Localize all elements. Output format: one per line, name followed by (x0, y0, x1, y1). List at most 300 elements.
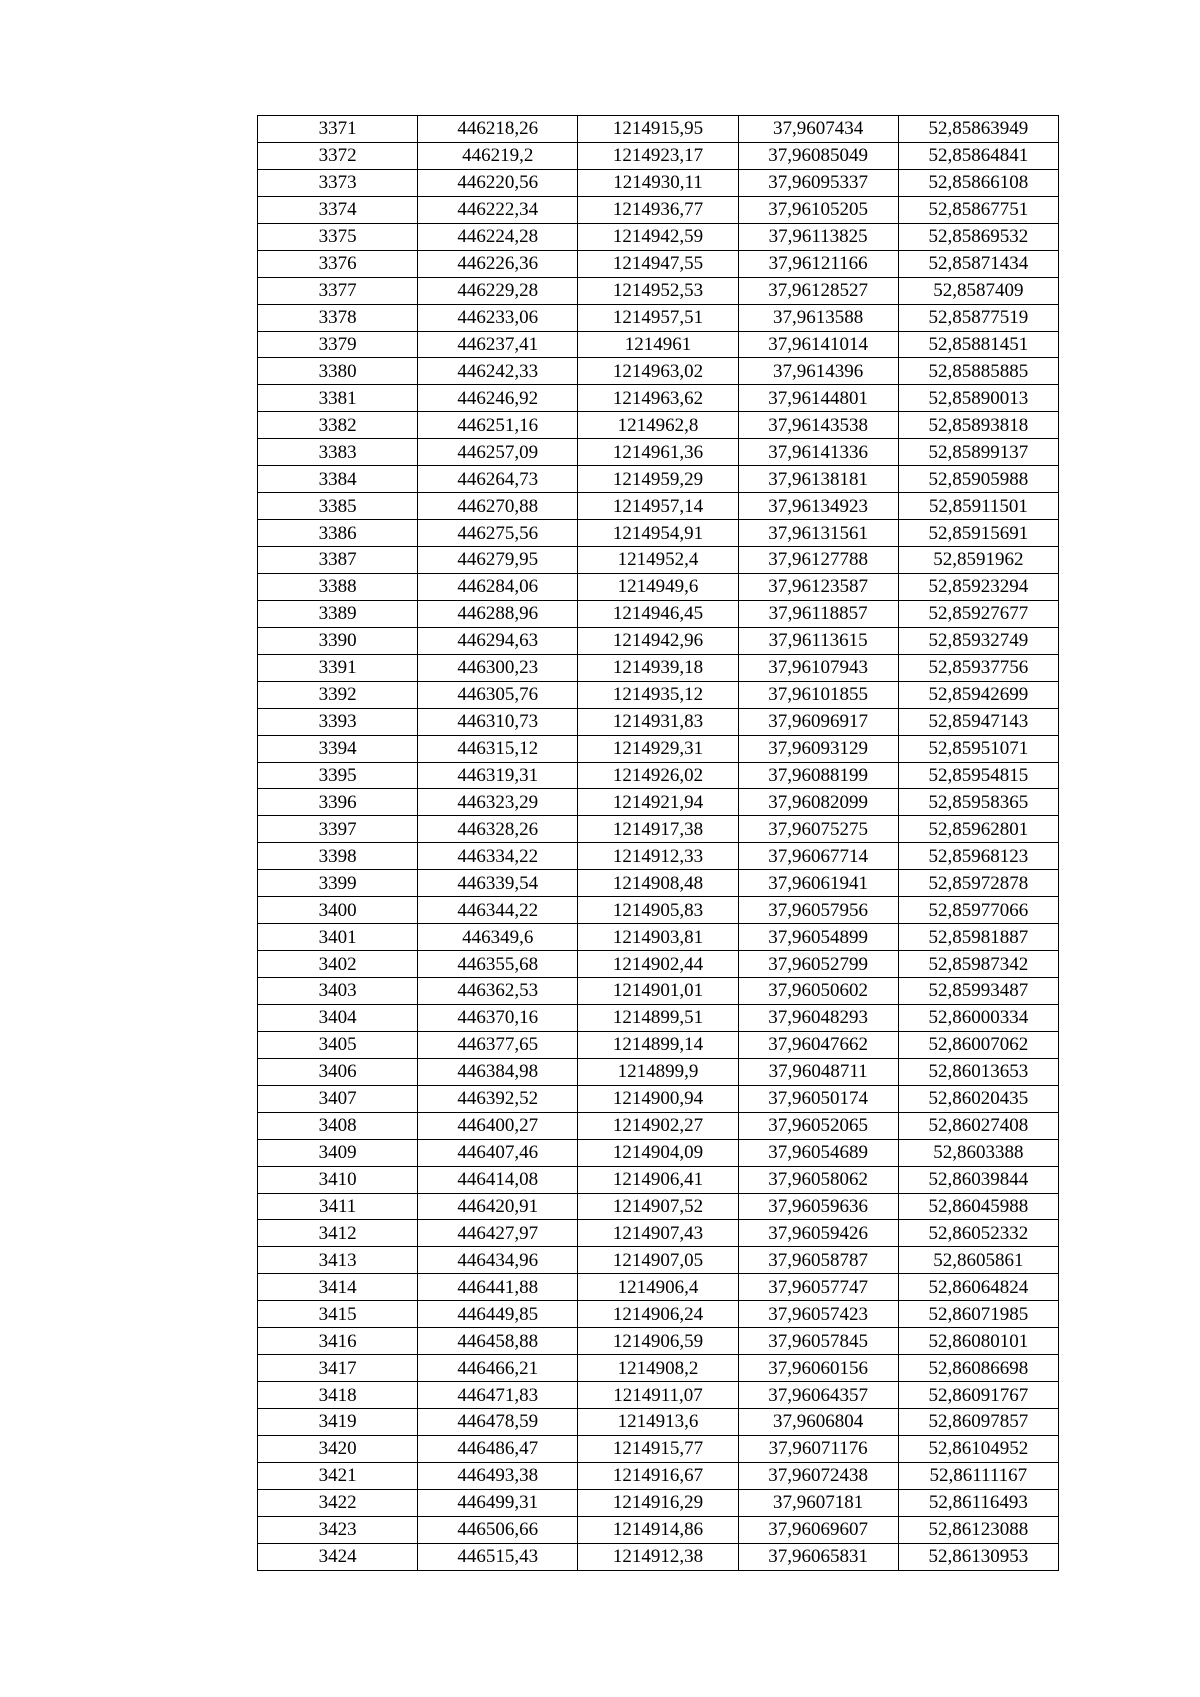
latitude-cell: 52,85911501 (898, 493, 1058, 520)
table-row (258, 331, 1059, 358)
coordinates-table-body (258, 116, 1059, 1571)
latitude-cell: 52,8605861 (898, 1247, 1058, 1274)
table-row (258, 600, 1059, 627)
table-row (258, 1058, 1059, 1085)
longitude-cell: 37,96069607 (738, 1516, 898, 1543)
x-coordinate-cell: 446226,36 (418, 250, 578, 277)
y-coordinate-cell: 1214912,38 (578, 1543, 738, 1570)
table-row (258, 169, 1059, 196)
table-row (258, 735, 1059, 762)
longitude-cell: 37,96057845 (738, 1328, 898, 1355)
y-coordinate-cell: 1214915,77 (578, 1435, 738, 1462)
x-coordinate-cell: 446407,46 (418, 1139, 578, 1166)
x-coordinate-cell: 446270,88 (418, 493, 578, 520)
x-coordinate-cell: 446323,29 (418, 789, 578, 816)
x-coordinate-cell: 446420,91 (418, 1193, 578, 1220)
latitude-cell: 52,85915691 (898, 520, 1058, 547)
y-coordinate-cell: 1214914,86 (578, 1516, 738, 1543)
x-coordinate-cell: 446222,34 (418, 196, 578, 223)
y-coordinate-cell: 1214939,18 (578, 654, 738, 681)
latitude-cell: 52,85905988 (898, 466, 1058, 493)
x-coordinate-cell: 446294,63 (418, 627, 578, 654)
table-row (258, 1435, 1059, 1462)
y-coordinate-cell: 1214957,14 (578, 493, 738, 520)
x-coordinate-cell: 446449,85 (418, 1301, 578, 1328)
longitude-cell: 37,96134923 (738, 493, 898, 520)
table-row (258, 1193, 1059, 1220)
longitude-cell: 37,9614396 (738, 358, 898, 385)
x-coordinate-cell: 446251,16 (418, 412, 578, 439)
point-number-cell: 3390 (258, 627, 418, 654)
point-number-cell: 3382 (258, 412, 418, 439)
x-coordinate-cell: 446392,52 (418, 1085, 578, 1112)
table-row (258, 466, 1059, 493)
table-row (258, 223, 1059, 250)
latitude-cell: 52,86013653 (898, 1058, 1058, 1085)
latitude-cell: 52,8603388 (898, 1139, 1058, 1166)
y-coordinate-cell: 1214908,48 (578, 870, 738, 897)
latitude-cell: 52,85932749 (898, 627, 1058, 654)
x-coordinate-cell: 446344,22 (418, 897, 578, 924)
table-row (258, 1274, 1059, 1301)
x-coordinate-cell: 446427,97 (418, 1220, 578, 1247)
table-row (258, 1220, 1059, 1247)
table-row (258, 1031, 1059, 1058)
longitude-cell: 37,96071176 (738, 1435, 898, 1462)
longitude-cell: 37,96058787 (738, 1247, 898, 1274)
longitude-cell: 37,96085049 (738, 142, 898, 169)
table-row (258, 1409, 1059, 1436)
latitude-cell: 52,85951071 (898, 735, 1058, 762)
longitude-cell: 37,96113825 (738, 223, 898, 250)
x-coordinate-cell: 446275,56 (418, 520, 578, 547)
x-coordinate-cell: 446237,41 (418, 331, 578, 358)
table-row (258, 870, 1059, 897)
y-coordinate-cell: 1214952,53 (578, 277, 738, 304)
latitude-cell: 52,86045988 (898, 1193, 1058, 1220)
x-coordinate-cell: 446218,26 (418, 116, 578, 143)
point-number-cell: 3423 (258, 1516, 418, 1543)
x-coordinate-cell: 446220,56 (418, 169, 578, 196)
point-number-cell: 3397 (258, 816, 418, 843)
y-coordinate-cell: 1214899,9 (578, 1058, 738, 1085)
longitude-cell: 37,96127788 (738, 547, 898, 574)
point-number-cell: 3419 (258, 1409, 418, 1436)
latitude-cell: 52,86007062 (898, 1031, 1058, 1058)
x-coordinate-cell: 446284,06 (418, 573, 578, 600)
table-row (258, 142, 1059, 169)
y-coordinate-cell: 1214931,83 (578, 708, 738, 735)
x-coordinate-cell: 446478,59 (418, 1409, 578, 1436)
y-coordinate-cell: 1214906,4 (578, 1274, 738, 1301)
y-coordinate-cell: 1214902,27 (578, 1112, 738, 1139)
latitude-cell: 52,85893818 (898, 412, 1058, 439)
longitude-cell: 37,96107943 (738, 654, 898, 681)
point-number-cell: 3395 (258, 762, 418, 789)
table-row (258, 1355, 1059, 1382)
table-row (258, 1301, 1059, 1328)
point-number-cell: 3418 (258, 1382, 418, 1409)
longitude-cell: 37,96118857 (738, 600, 898, 627)
table-row (258, 1516, 1059, 1543)
y-coordinate-cell: 1214903,81 (578, 924, 738, 951)
table-row (258, 1112, 1059, 1139)
table-row (258, 1139, 1059, 1166)
longitude-cell: 37,9607434 (738, 116, 898, 143)
point-number-cell: 3415 (258, 1301, 418, 1328)
table-row (258, 304, 1059, 331)
point-number-cell: 3371 (258, 116, 418, 143)
point-number-cell: 3398 (258, 843, 418, 870)
y-coordinate-cell: 1214961,36 (578, 439, 738, 466)
x-coordinate-cell: 446471,83 (418, 1382, 578, 1409)
point-number-cell: 3406 (258, 1058, 418, 1085)
latitude-cell: 52,86000334 (898, 1004, 1058, 1031)
longitude-cell: 37,96072438 (738, 1462, 898, 1489)
point-number-cell: 3387 (258, 547, 418, 574)
longitude-cell: 37,96131561 (738, 520, 898, 547)
longitude-cell: 37,96052065 (738, 1112, 898, 1139)
y-coordinate-cell: 1214907,43 (578, 1220, 738, 1247)
x-coordinate-cell: 446400,27 (418, 1112, 578, 1139)
y-coordinate-cell: 1214952,4 (578, 547, 738, 574)
latitude-cell: 52,85869532 (898, 223, 1058, 250)
table-row (258, 789, 1059, 816)
longitude-cell: 37,9606804 (738, 1409, 898, 1436)
point-number-cell: 3402 (258, 951, 418, 978)
point-number-cell: 3381 (258, 385, 418, 412)
table-row (258, 1004, 1059, 1031)
latitude-cell: 52,85977066 (898, 897, 1058, 924)
x-coordinate-cell: 446370,16 (418, 1004, 578, 1031)
longitude-cell: 37,96054689 (738, 1139, 898, 1166)
latitude-cell: 52,85937756 (898, 654, 1058, 681)
table-row (258, 816, 1059, 843)
table-row (258, 924, 1059, 951)
longitude-cell: 37,96048711 (738, 1058, 898, 1085)
table-row (258, 196, 1059, 223)
x-coordinate-cell: 446246,92 (418, 385, 578, 412)
x-coordinate-cell: 446434,96 (418, 1247, 578, 1274)
table-row (258, 1462, 1059, 1489)
y-coordinate-cell: 1214935,12 (578, 681, 738, 708)
x-coordinate-cell: 446288,96 (418, 600, 578, 627)
point-number-cell: 3422 (258, 1489, 418, 1516)
table-row (258, 1382, 1059, 1409)
longitude-cell: 37,96088199 (738, 762, 898, 789)
x-coordinate-cell: 446328,26 (418, 816, 578, 843)
y-coordinate-cell: 1214954,91 (578, 520, 738, 547)
table-row (258, 385, 1059, 412)
y-coordinate-cell: 1214936,77 (578, 196, 738, 223)
longitude-cell: 37,9607181 (738, 1489, 898, 1516)
latitude-cell: 52,85993487 (898, 978, 1058, 1005)
x-coordinate-cell: 446377,65 (418, 1031, 578, 1058)
latitude-cell: 52,85866108 (898, 169, 1058, 196)
y-coordinate-cell: 1214911,07 (578, 1382, 738, 1409)
table-row (258, 708, 1059, 735)
latitude-cell: 52,86052332 (898, 1220, 1058, 1247)
longitude-cell: 37,96067714 (738, 843, 898, 870)
latitude-cell: 52,86091767 (898, 1382, 1058, 1409)
point-number-cell: 3372 (258, 142, 418, 169)
y-coordinate-cell: 1214962,8 (578, 412, 738, 439)
latitude-cell: 52,85899137 (898, 439, 1058, 466)
x-coordinate-cell: 446334,22 (418, 843, 578, 870)
x-coordinate-cell: 446458,88 (418, 1328, 578, 1355)
table-row (258, 520, 1059, 547)
table-row (258, 412, 1059, 439)
x-coordinate-cell: 446515,43 (418, 1543, 578, 1570)
latitude-cell: 52,85962801 (898, 816, 1058, 843)
longitude-cell: 37,96057747 (738, 1274, 898, 1301)
point-number-cell: 3386 (258, 520, 418, 547)
y-coordinate-cell: 1214912,33 (578, 843, 738, 870)
point-number-cell: 3376 (258, 250, 418, 277)
point-number-cell: 3409 (258, 1139, 418, 1166)
x-coordinate-cell: 446384,98 (418, 1058, 578, 1085)
y-coordinate-cell: 1214942,96 (578, 627, 738, 654)
table-row (258, 1166, 1059, 1193)
table-row (258, 951, 1059, 978)
x-coordinate-cell: 446466,21 (418, 1355, 578, 1382)
x-coordinate-cell: 446310,73 (418, 708, 578, 735)
latitude-cell: 52,86111167 (898, 1462, 1058, 1489)
x-coordinate-cell: 446319,31 (418, 762, 578, 789)
table-row (258, 762, 1059, 789)
longitude-cell: 37,96082099 (738, 789, 898, 816)
point-number-cell: 3421 (258, 1462, 418, 1489)
latitude-cell: 52,86071985 (898, 1301, 1058, 1328)
latitude-cell: 52,85864841 (898, 142, 1058, 169)
y-coordinate-cell: 1214961 (578, 331, 738, 358)
point-number-cell: 3416 (258, 1328, 418, 1355)
longitude-cell: 37,96075275 (738, 816, 898, 843)
point-number-cell: 3393 (258, 708, 418, 735)
table-row (258, 547, 1059, 574)
longitude-cell: 37,96050602 (738, 978, 898, 1005)
latitude-cell: 52,86080101 (898, 1328, 1058, 1355)
x-coordinate-cell: 446499,31 (418, 1489, 578, 1516)
y-coordinate-cell: 1214917,38 (578, 816, 738, 843)
latitude-cell: 52,85890013 (898, 385, 1058, 412)
longitude-cell: 37,96096917 (738, 708, 898, 735)
point-number-cell: 3408 (258, 1112, 418, 1139)
point-number-cell: 3410 (258, 1166, 418, 1193)
table-row (258, 250, 1059, 277)
table-row (258, 358, 1059, 385)
latitude-cell: 52,85867751 (898, 196, 1058, 223)
longitude-cell: 37,96144801 (738, 385, 898, 412)
point-number-cell: 3379 (258, 331, 418, 358)
longitude-cell: 37,9613588 (738, 304, 898, 331)
longitude-cell: 37,96141014 (738, 331, 898, 358)
point-number-cell: 3377 (258, 277, 418, 304)
latitude-cell: 52,85927677 (898, 600, 1058, 627)
x-coordinate-cell: 446506,66 (418, 1516, 578, 1543)
longitude-cell: 37,96138181 (738, 466, 898, 493)
longitude-cell: 37,96047662 (738, 1031, 898, 1058)
longitude-cell: 37,96059426 (738, 1220, 898, 1247)
latitude-cell: 52,86027408 (898, 1112, 1058, 1139)
latitude-cell: 52,86130953 (898, 1543, 1058, 1570)
y-coordinate-cell: 1214949,6 (578, 573, 738, 600)
point-number-cell: 3375 (258, 223, 418, 250)
longitude-cell: 37,96058062 (738, 1166, 898, 1193)
longitude-cell: 37,96061941 (738, 870, 898, 897)
longitude-cell: 37,96065831 (738, 1543, 898, 1570)
y-coordinate-cell: 1214916,29 (578, 1489, 738, 1516)
longitude-cell: 37,96095337 (738, 169, 898, 196)
point-number-cell: 3392 (258, 681, 418, 708)
point-number-cell: 3378 (258, 304, 418, 331)
x-coordinate-cell: 446441,88 (418, 1274, 578, 1301)
table-row (258, 1543, 1059, 1570)
point-number-cell: 3394 (258, 735, 418, 762)
point-number-cell: 3399 (258, 870, 418, 897)
x-coordinate-cell: 446486,47 (418, 1435, 578, 1462)
y-coordinate-cell: 1214906,59 (578, 1328, 738, 1355)
y-coordinate-cell: 1214906,24 (578, 1301, 738, 1328)
longitude-cell: 37,96057423 (738, 1301, 898, 1328)
x-coordinate-cell: 446315,12 (418, 735, 578, 762)
y-coordinate-cell: 1214959,29 (578, 466, 738, 493)
x-coordinate-cell: 446362,53 (418, 978, 578, 1005)
coordinates-table (257, 115, 1059, 1571)
point-number-cell: 3374 (258, 196, 418, 223)
latitude-cell: 52,8587409 (898, 277, 1058, 304)
point-number-cell: 3407 (258, 1085, 418, 1112)
latitude-cell: 52,85972878 (898, 870, 1058, 897)
y-coordinate-cell: 1214901,01 (578, 978, 738, 1005)
x-coordinate-cell: 446257,09 (418, 439, 578, 466)
latitude-cell: 52,86064824 (898, 1274, 1058, 1301)
y-coordinate-cell: 1214929,31 (578, 735, 738, 762)
latitude-cell: 52,8591962 (898, 547, 1058, 574)
y-coordinate-cell: 1214957,51 (578, 304, 738, 331)
y-coordinate-cell: 1214963,02 (578, 358, 738, 385)
latitude-cell: 52,85881451 (898, 331, 1058, 358)
table-row (258, 116, 1059, 143)
latitude-cell: 52,85885885 (898, 358, 1058, 385)
y-coordinate-cell: 1214963,62 (578, 385, 738, 412)
point-number-cell: 3384 (258, 466, 418, 493)
longitude-cell: 37,96143538 (738, 412, 898, 439)
point-number-cell: 3391 (258, 654, 418, 681)
y-coordinate-cell: 1214946,45 (578, 600, 738, 627)
x-coordinate-cell: 446219,2 (418, 142, 578, 169)
latitude-cell: 52,85863949 (898, 116, 1058, 143)
table-row (258, 277, 1059, 304)
point-number-cell: 3404 (258, 1004, 418, 1031)
point-number-cell: 3412 (258, 1220, 418, 1247)
x-coordinate-cell: 446305,76 (418, 681, 578, 708)
y-coordinate-cell: 1214942,59 (578, 223, 738, 250)
y-coordinate-cell: 1214906,41 (578, 1166, 738, 1193)
latitude-cell: 52,85958365 (898, 789, 1058, 816)
table-row (258, 843, 1059, 870)
y-coordinate-cell: 1214926,02 (578, 762, 738, 789)
latitude-cell: 52,85987342 (898, 951, 1058, 978)
latitude-cell: 52,85947143 (898, 708, 1058, 735)
longitude-cell: 37,96060156 (738, 1355, 898, 1382)
x-coordinate-cell: 446349,6 (418, 924, 578, 951)
latitude-cell: 52,85981887 (898, 924, 1058, 951)
x-coordinate-cell: 446493,38 (418, 1462, 578, 1489)
latitude-cell: 52,86020435 (898, 1085, 1058, 1112)
latitude-cell: 52,86104952 (898, 1435, 1058, 1462)
longitude-cell: 37,96123587 (738, 573, 898, 600)
longitude-cell: 37,96050174 (738, 1085, 898, 1112)
longitude-cell: 37,96121166 (738, 250, 898, 277)
table-row (258, 573, 1059, 600)
point-number-cell: 3401 (258, 924, 418, 951)
table-row (258, 1328, 1059, 1355)
longitude-cell: 37,96093129 (738, 735, 898, 762)
point-number-cell: 3380 (258, 358, 418, 385)
y-coordinate-cell: 1214923,17 (578, 142, 738, 169)
x-coordinate-cell: 446233,06 (418, 304, 578, 331)
point-number-cell: 3414 (258, 1274, 418, 1301)
table-row (258, 493, 1059, 520)
table-row (258, 681, 1059, 708)
longitude-cell: 37,96048293 (738, 1004, 898, 1031)
y-coordinate-cell: 1214930,11 (578, 169, 738, 196)
latitude-cell: 52,85877519 (898, 304, 1058, 331)
point-number-cell: 3417 (258, 1355, 418, 1382)
table-row (258, 627, 1059, 654)
point-number-cell: 3373 (258, 169, 418, 196)
x-coordinate-cell: 446300,23 (418, 654, 578, 681)
longitude-cell: 37,96141336 (738, 439, 898, 466)
table-row (258, 439, 1059, 466)
y-coordinate-cell: 1214907,52 (578, 1193, 738, 1220)
y-coordinate-cell: 1214908,2 (578, 1355, 738, 1382)
longitude-cell: 37,96059636 (738, 1193, 898, 1220)
x-coordinate-cell: 446242,33 (418, 358, 578, 385)
latitude-cell: 52,85954815 (898, 762, 1058, 789)
point-number-cell: 3411 (258, 1193, 418, 1220)
latitude-cell: 52,85968123 (898, 843, 1058, 870)
y-coordinate-cell: 1214907,05 (578, 1247, 738, 1274)
latitude-cell: 52,85923294 (898, 573, 1058, 600)
y-coordinate-cell: 1214900,94 (578, 1085, 738, 1112)
latitude-cell: 52,85942699 (898, 681, 1058, 708)
table-row (258, 978, 1059, 1005)
longitude-cell: 37,96105205 (738, 196, 898, 223)
y-coordinate-cell: 1214902,44 (578, 951, 738, 978)
table-row (258, 1489, 1059, 1516)
y-coordinate-cell: 1214915,95 (578, 116, 738, 143)
latitude-cell: 52,86116493 (898, 1489, 1058, 1516)
y-coordinate-cell: 1214905,83 (578, 897, 738, 924)
latitude-cell: 52,86123088 (898, 1516, 1058, 1543)
table-row (258, 1085, 1059, 1112)
longitude-cell: 37,96057956 (738, 897, 898, 924)
table-row (258, 654, 1059, 681)
point-number-cell: 3420 (258, 1435, 418, 1462)
x-coordinate-cell: 446414,08 (418, 1166, 578, 1193)
x-coordinate-cell: 446264,73 (418, 466, 578, 493)
latitude-cell: 52,86097857 (898, 1409, 1058, 1436)
x-coordinate-cell: 446339,54 (418, 870, 578, 897)
y-coordinate-cell: 1214904,09 (578, 1139, 738, 1166)
longitude-cell: 37,96052799 (738, 951, 898, 978)
y-coordinate-cell: 1214899,51 (578, 1004, 738, 1031)
point-number-cell: 3396 (258, 789, 418, 816)
point-number-cell: 3405 (258, 1031, 418, 1058)
y-coordinate-cell: 1214916,67 (578, 1462, 738, 1489)
